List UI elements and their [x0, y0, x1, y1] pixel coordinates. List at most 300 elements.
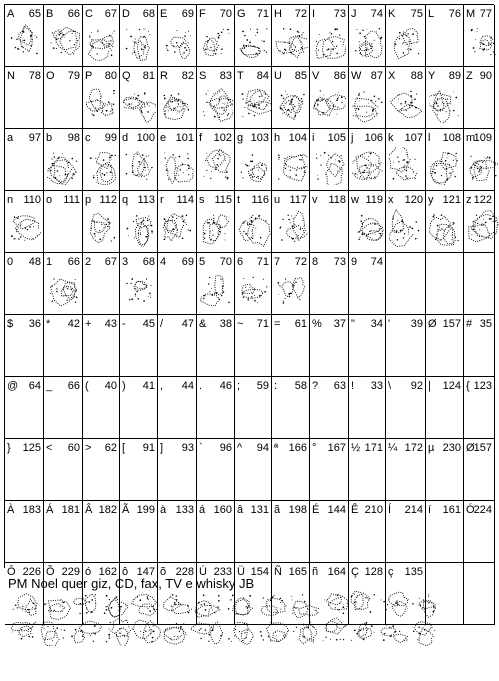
- glyph-code: 230: [442, 442, 461, 454]
- glyph-code: 69: [181, 256, 194, 268]
- glyph-character: [: [122, 442, 126, 454]
- glyph-drawing: [467, 147, 499, 185]
- glyph-row: [5, 67, 495, 129]
- glyph-code: 43: [104, 318, 117, 330]
- glyph-character: B: [46, 8, 54, 20]
- glyph-code: 105: [327, 132, 346, 144]
- glyph-code: 228: [175, 566, 194, 578]
- glyph-character: q: [122, 194, 129, 206]
- animal-sketch-icon: [8, 209, 41, 247]
- glyph-code: 162: [98, 566, 117, 578]
- glyph-cell: [197, 5, 235, 67]
- glyph-character: ': [388, 318, 391, 330]
- glyph-character: V: [312, 70, 320, 82]
- glyph-code: 71: [256, 318, 269, 330]
- animal-sketch-icon: [238, 271, 271, 309]
- glyph-drawing: [123, 209, 156, 247]
- animal-sketch-icon: [123, 271, 156, 309]
- glyph-character: õ: [160, 566, 167, 578]
- glyph-code: 97: [28, 132, 41, 144]
- glyph-cell: [120, 377, 158, 439]
- glyph-code: 36: [28, 318, 41, 330]
- glyph-code: 34: [370, 318, 383, 330]
- glyph-cell: [83, 5, 120, 67]
- glyph-cell: [272, 315, 310, 377]
- glyph-character: r: [160, 194, 164, 206]
- glyph-code: 81: [142, 70, 155, 82]
- glyph-code: 98: [67, 132, 80, 144]
- glyph-code: 93: [181, 442, 194, 454]
- glyph-character: i: [312, 132, 315, 144]
- animal-sketch-icon: [200, 23, 233, 61]
- glyph-cell: [349, 191, 386, 253]
- glyph-character: Á: [46, 504, 54, 516]
- glyph-character: ): [122, 380, 126, 392]
- glyph-cell: [310, 5, 349, 67]
- animal-sketch-icon: [313, 85, 346, 123]
- glyph-code: 108: [442, 132, 461, 144]
- glyph-character: í: [428, 504, 432, 516]
- animal-sketch-icon: [86, 147, 119, 185]
- glyph-drawing: [352, 85, 385, 123]
- glyph-cell: [235, 439, 272, 501]
- glyph-code: 113: [137, 194, 155, 206]
- glyph-character: n: [7, 194, 14, 206]
- glyph-cell: [120, 129, 158, 191]
- glyph-character: m: [466, 132, 476, 144]
- glyph-code: 124: [442, 380, 461, 392]
- glyph-drawing: [389, 147, 422, 185]
- glyph-character: W: [351, 70, 362, 82]
- glyph-drawing: [8, 209, 41, 247]
- sample-glyph: [44, 599, 71, 620]
- glyph-character: 8: [312, 256, 319, 268]
- glyph-drawing: [86, 85, 119, 123]
- sample-glyph: [71, 621, 101, 643]
- glyph-code: 44: [181, 380, 194, 392]
- glyph-cell: [310, 253, 349, 315]
- animal-sketch-icon: [200, 271, 233, 309]
- glyph-cell: [386, 129, 426, 191]
- glyph-code: 63: [333, 380, 346, 392]
- glyph-cell: [310, 377, 349, 439]
- glyph-code: 74: [370, 8, 383, 20]
- glyph-code: 109: [473, 132, 492, 144]
- glyph-cell: [158, 253, 197, 315]
- glyph-code: 39: [410, 318, 423, 330]
- glyph-code: 115: [214, 194, 232, 206]
- animal-sketch-icon: [467, 23, 499, 61]
- animal-sketch-icon: [161, 23, 194, 61]
- glyph-character: 9: [351, 256, 358, 268]
- glyph-cell: [44, 377, 83, 439]
- glyph-code: 47: [181, 318, 194, 330]
- glyph-drawing: [313, 147, 346, 185]
- glyph-cell: [197, 501, 235, 563]
- glyph-character: k: [388, 132, 394, 144]
- glyph-code: 157: [473, 442, 492, 454]
- glyph-code: 157: [442, 318, 461, 330]
- glyph-cell: [158, 439, 197, 501]
- glyph-cell: [158, 377, 197, 439]
- animal-sketch-icon: [86, 209, 119, 247]
- glyph-code: 66: [67, 8, 80, 20]
- glyph-character: Q: [122, 70, 131, 82]
- glyph-drawing: [313, 23, 346, 61]
- glyph-code: 103: [250, 132, 269, 144]
- sample-sketch-icon: [6, 590, 446, 646]
- glyph-code: 100: [136, 132, 155, 144]
- glyph-character: Ó: [466, 504, 475, 516]
- glyph-code: 68: [142, 256, 155, 268]
- glyph-cell: [386, 377, 426, 439]
- glyph-code: 38: [219, 318, 232, 330]
- sample-glyph: [134, 620, 161, 643]
- glyph-character: M: [466, 8, 476, 20]
- glyph-code: 75: [410, 8, 423, 20]
- animal-sketch-icon: [200, 209, 233, 247]
- glyph-character: 0: [7, 256, 14, 268]
- glyph-character: l: [428, 132, 431, 144]
- glyph-character: _: [46, 380, 53, 392]
- glyph-character: :: [274, 380, 278, 392]
- glyph-code: 68: [142, 8, 155, 20]
- glyph-code: 96: [219, 442, 232, 454]
- glyph-code: 112: [99, 194, 117, 206]
- glyph-drawing: [123, 271, 156, 309]
- glyph-row: [5, 129, 495, 191]
- glyph-drawing: [429, 209, 462, 247]
- glyph-code: 172: [404, 442, 423, 454]
- glyph-row: [5, 501, 495, 563]
- glyph-cell: [310, 501, 349, 563]
- glyph-character: `: [199, 442, 203, 454]
- glyph-drawing: [86, 147, 119, 185]
- glyph-cell: [83, 501, 120, 563]
- glyph-code: 104: [288, 132, 307, 144]
- glyph-character: ã: [274, 504, 281, 516]
- animal-sketch-icon: [467, 147, 499, 185]
- glyph-cell: [197, 439, 235, 501]
- glyph-drawing: [352, 147, 385, 185]
- glyph-character: h: [274, 132, 281, 144]
- animal-sketch-icon: [238, 147, 271, 185]
- animal-sketch-icon: [275, 85, 308, 123]
- glyph-cell: [5, 191, 44, 253]
- glyph-row: [5, 5, 495, 67]
- glyph-code: 226: [22, 566, 41, 578]
- glyph-character: 3: [122, 256, 129, 268]
- sample-glyph: [323, 618, 347, 641]
- glyph-character: °: [312, 442, 317, 454]
- glyph-character: À: [7, 504, 15, 516]
- glyph-code: 62: [104, 442, 117, 454]
- glyph-character: ª: [274, 442, 279, 454]
- glyph-character: J: [351, 8, 357, 20]
- animal-sketch-icon: [389, 147, 422, 185]
- glyph-cell: [5, 129, 44, 191]
- animal-sketch-icon: [200, 147, 233, 185]
- glyph-cell: [44, 129, 83, 191]
- sample-glyph: [293, 622, 317, 644]
- sample-glyph: [195, 594, 220, 617]
- glyph-code: 94: [256, 442, 269, 454]
- glyph-row: [5, 253, 495, 315]
- glyph-cell: [83, 253, 120, 315]
- glyph-character: ;: [237, 380, 241, 392]
- glyph-cell: [83, 129, 120, 191]
- glyph-code: 61: [294, 318, 307, 330]
- sample-glyph: [132, 595, 157, 616]
- glyph-cell: [310, 67, 349, 129]
- sample-glyph: [228, 595, 253, 615]
- glyph-character: /: [160, 318, 164, 330]
- glyph-cell: [235, 501, 272, 563]
- glyph-character: K: [388, 8, 396, 20]
- glyph-code: 135: [404, 566, 423, 578]
- glyph-character: t: [237, 194, 241, 206]
- glyph-cell: [44, 67, 83, 129]
- glyph-character: ç: [388, 566, 394, 578]
- glyph-cell: [235, 129, 272, 191]
- glyph-character: a: [7, 132, 14, 144]
- glyph-cell: [158, 501, 197, 563]
- glyph-code: 181: [61, 504, 80, 516]
- animal-sketch-icon: [313, 23, 346, 61]
- glyph-cell: [5, 67, 44, 129]
- glyph-code: 65: [28, 8, 41, 20]
- animal-sketch-icon: [238, 85, 271, 123]
- glyph-code: 123: [473, 380, 492, 392]
- glyph-character: Ø: [428, 318, 437, 330]
- glyph-character: ]: [160, 442, 164, 454]
- glyph-cell: [5, 439, 44, 501]
- glyph-drawing: [161, 147, 194, 185]
- glyph-character: $: [7, 318, 14, 330]
- glyph-character: g: [237, 132, 244, 144]
- glyph-code: 111: [63, 194, 80, 206]
- glyph-code: 117: [289, 194, 307, 206]
- glyph-character: p: [85, 194, 92, 206]
- glyph-cell: [349, 501, 386, 563]
- glyph-character: 5: [199, 256, 206, 268]
- glyph-code: 114: [176, 194, 194, 206]
- glyph-character: C: [85, 8, 93, 20]
- glyph-cell: [83, 439, 120, 501]
- glyph-character: ó: [85, 566, 92, 578]
- glyph-cell: [426, 253, 464, 315]
- animal-sketch-icon: [86, 85, 119, 123]
- glyph-cell: [464, 5, 495, 67]
- glyph-drawing: [467, 23, 499, 61]
- glyph-code: 64: [28, 380, 41, 392]
- glyph-cell: [44, 191, 83, 253]
- glyph-cell: [5, 5, 44, 67]
- glyph-code: 166: [288, 442, 307, 454]
- glyph-cell: [272, 501, 310, 563]
- glyph-cell: [158, 191, 197, 253]
- glyph-code: 91: [142, 442, 155, 454]
- glyph-cell: [464, 191, 495, 253]
- glyph-cell: [426, 377, 464, 439]
- glyph-code: 101: [175, 132, 194, 144]
- glyph-cell: [349, 439, 386, 501]
- sample-glyph: [11, 622, 36, 640]
- glyph-row: [5, 439, 495, 501]
- glyph-cell: [120, 315, 158, 377]
- animal-sketch-icon: [389, 23, 422, 61]
- glyph-drawing: [238, 85, 271, 123]
- glyph-character: c: [85, 132, 91, 144]
- glyph-character: A: [7, 8, 15, 20]
- glyph-code: 214: [404, 504, 423, 516]
- glyph-cell: [464, 563, 495, 625]
- glyph-cell: [464, 129, 495, 191]
- animal-sketch-icon: [238, 209, 271, 247]
- glyph-cell: [120, 253, 158, 315]
- animal-sketch-icon: [352, 85, 385, 123]
- glyph-character: ^: [237, 442, 243, 454]
- glyph-drawing: [86, 23, 119, 61]
- glyph-code: 84: [256, 70, 269, 82]
- animal-sketch-icon: [467, 209, 499, 247]
- glyph-character: %: [312, 318, 322, 330]
- glyph-drawing: [238, 271, 271, 309]
- glyph-cell: [272, 439, 310, 501]
- glyph-character: >: [85, 442, 92, 454]
- sample-glyph: [261, 595, 286, 616]
- glyph-cell: [386, 501, 426, 563]
- glyph-character: I: [312, 8, 316, 20]
- animal-sketch-icon: [123, 209, 156, 247]
- glyph-cell: [5, 253, 44, 315]
- glyph-code: 66: [67, 256, 80, 268]
- glyph-character: ¼: [388, 442, 398, 454]
- glyph-drawing: [275, 209, 308, 247]
- glyph-character: f: [199, 132, 203, 144]
- glyph-character: u: [274, 194, 281, 206]
- glyph-cell: [235, 315, 272, 377]
- glyph-code: 58: [294, 380, 307, 392]
- animal-sketch-icon: [389, 85, 422, 123]
- glyph-code: 133: [175, 504, 194, 516]
- glyph-cell: [464, 253, 495, 315]
- glyph-cell: [349, 315, 386, 377]
- glyph-character: Ü: [237, 566, 245, 578]
- glyph-code: 86: [333, 70, 346, 82]
- glyph-character: v: [312, 194, 318, 206]
- glyph-character: R: [160, 70, 168, 82]
- glyph-cell: [44, 501, 83, 563]
- glyph-drawing: [429, 147, 462, 185]
- glyph-character: b: [46, 132, 53, 144]
- glyph-character: 4: [160, 256, 167, 268]
- glyph-cell: [464, 67, 495, 129]
- glyph-cell: [464, 501, 495, 563]
- glyph-cell: [272, 5, 310, 67]
- glyph-code: 35: [479, 318, 492, 330]
- glyph-character: z: [466, 194, 472, 206]
- glyph-character: ~: [237, 318, 244, 330]
- glyph-character: Í: [388, 504, 392, 516]
- glyph-code: 122: [473, 194, 492, 206]
- glyph-code: 70: [219, 8, 232, 20]
- animal-sketch-icon: [86, 23, 119, 61]
- animal-sketch-icon: [352, 209, 385, 247]
- glyph-cell: [349, 5, 386, 67]
- glyph-character: 2: [85, 256, 92, 268]
- glyph-character: ?: [312, 380, 319, 392]
- sample-glyph: [381, 625, 408, 643]
- sample-glyph: [164, 594, 192, 614]
- glyph-drawing: [238, 23, 271, 61]
- animal-sketch-icon: [275, 209, 308, 247]
- glyph-cell: [120, 67, 158, 129]
- glyph-row: [5, 191, 495, 253]
- glyph-character: Ú: [199, 566, 207, 578]
- glyph-character: e: [160, 132, 167, 144]
- glyph-cell: [386, 439, 426, 501]
- glyph-code: 60: [67, 442, 80, 454]
- sample-text: PM Noel quer giz, CD, fax, TV e whisky JB: [8, 576, 255, 591]
- glyph-character: Â: [85, 504, 93, 516]
- glyph-code: 154: [250, 566, 269, 578]
- glyph-code: 70: [219, 256, 232, 268]
- glyph-code: 33: [370, 380, 383, 392]
- sample-glyph-strip: [6, 590, 446, 646]
- glyph-code: 46: [219, 380, 232, 392]
- glyph-drawing: [200, 271, 233, 309]
- glyph-drawing: [275, 23, 308, 61]
- glyph-character: &: [199, 318, 207, 330]
- glyph-character: â: [237, 504, 244, 516]
- glyph-character: à: [160, 504, 167, 516]
- glyph-character: Y: [428, 70, 436, 82]
- glyph-cell: [83, 191, 120, 253]
- glyph-character: \: [388, 380, 392, 392]
- animal-sketch-icon: [123, 85, 156, 123]
- glyph-code: 125: [22, 442, 41, 454]
- glyph-code: 48: [28, 256, 41, 268]
- glyph-cell: [158, 129, 197, 191]
- glyph-character: E: [160, 8, 168, 20]
- glyph-cell: [349, 67, 386, 129]
- glyph-drawing: [275, 85, 308, 123]
- glyph-code: 45: [142, 318, 155, 330]
- glyph-character: +: [85, 318, 92, 330]
- glyph-cell: [197, 191, 235, 253]
- glyph-drawing: [200, 147, 233, 185]
- glyph-drawing: [8, 23, 41, 61]
- glyph-cell: [464, 315, 495, 377]
- glyph-cell: [426, 315, 464, 377]
- glyph-cell: [158, 5, 197, 67]
- animal-sketch-icon: [352, 147, 385, 185]
- animal-sketch-icon: [161, 147, 194, 185]
- glyph-code: 128: [364, 566, 383, 578]
- glyph-code: 118: [328, 194, 346, 206]
- glyph-cell: [386, 253, 426, 315]
- glyph-code: 116: [251, 194, 269, 206]
- glyph-code: 73: [333, 8, 346, 20]
- glyph-cell: [272, 67, 310, 129]
- glyph-character: D: [122, 8, 130, 20]
- sample-glyph: [73, 594, 96, 615]
- glyph-cell: [197, 253, 235, 315]
- sample-glyph: [413, 622, 435, 646]
- glyph-code: 160: [213, 504, 232, 516]
- glyph-cell: [349, 129, 386, 191]
